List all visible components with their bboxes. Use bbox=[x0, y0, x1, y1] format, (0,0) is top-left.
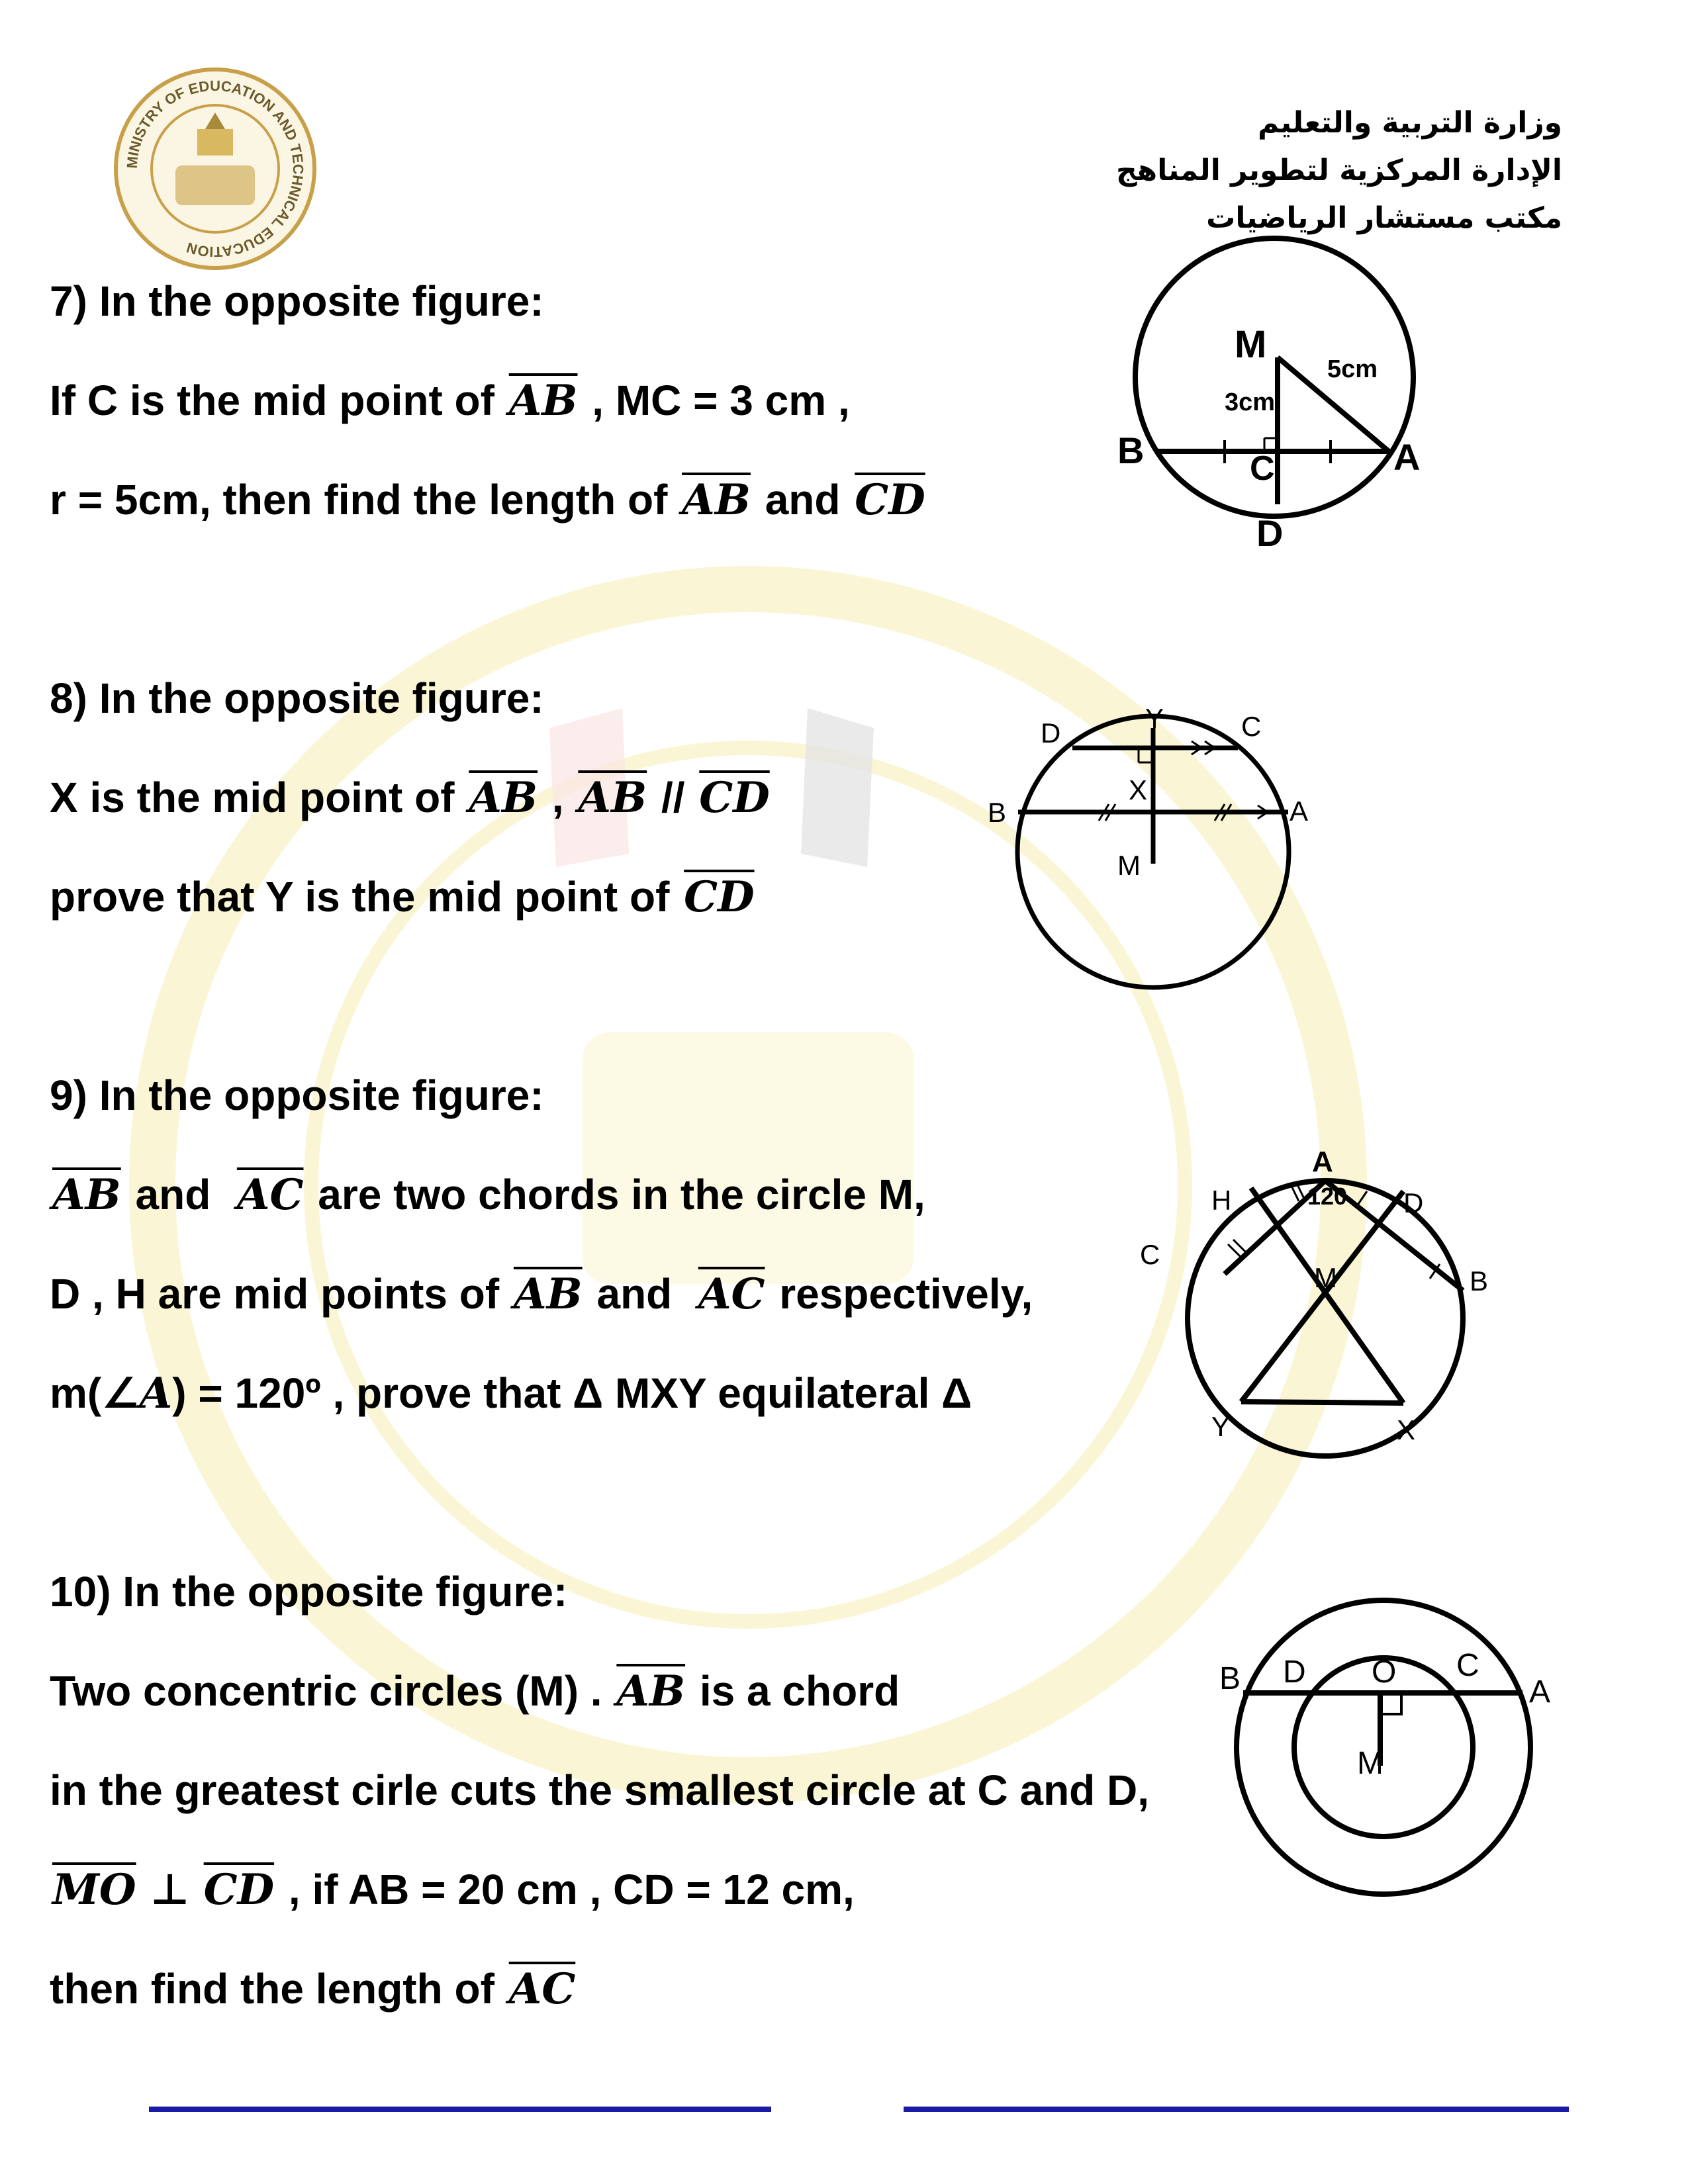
q10-figure bbox=[1205, 1588, 1575, 1893]
point-c-label: C bbox=[1241, 711, 1262, 742]
segment-mo: $\overline{MO}$ bbox=[52, 1865, 136, 1915]
q7-line2: r = 5cm, then find the length of $\overline{AB}$ and $\overline{CD}$ bbox=[50, 475, 928, 525]
q8-line1: X is the mid point of $\overline{AB}$ , $\overline{AB} // \overline{CD}$ bbox=[50, 773, 773, 823]
segment-ac: $\overline{AC}$ bbox=[236, 1170, 304, 1220]
q8-figure bbox=[980, 702, 1324, 1006]
segment-cd: $\overline{CD}$ bbox=[699, 773, 770, 823]
radius-label: 5cm bbox=[1327, 355, 1378, 383]
point-b-label: B bbox=[1117, 430, 1145, 471]
math-advisor-office: مكتب مستشار الرياضيات bbox=[1206, 201, 1562, 235]
point-m-label: M bbox=[1117, 850, 1141, 881]
segment-cd: $\overline{CD}$ bbox=[684, 872, 755, 922]
point-b-label: B bbox=[988, 797, 1007, 828]
point-x-label: X bbox=[1397, 1414, 1416, 1445]
segment-ac: $\overline{AC}$ bbox=[508, 1964, 576, 2014]
segment-ab: $\overline{AB}$ bbox=[469, 773, 538, 823]
footer-line-left bbox=[149, 2107, 771, 2112]
point-c-label: C bbox=[1140, 1239, 1160, 1270]
point-y-label: Y bbox=[1211, 1411, 1231, 1442]
segment-ab: $\overline{AB}$ bbox=[513, 1269, 583, 1319]
q9-line1: $\overline{AB}$ and $\overline{AC}$ are two chords in the circle M, bbox=[50, 1170, 925, 1220]
central-administration: الإدارة المركزية لتطوير المناهج bbox=[1115, 154, 1562, 187]
q10-line1: Two concentric circles (M) . $\overline{AB}$ is a chord bbox=[50, 1666, 900, 1716]
point-c-label: C bbox=[1456, 1648, 1479, 1683]
q7-figure bbox=[1099, 245, 1470, 563]
point-y-label: Y bbox=[1145, 703, 1164, 734]
ministry-logo bbox=[113, 66, 318, 271]
q9-title: 9) In the opposite figure: bbox=[50, 1071, 544, 1119]
point-d-label: D bbox=[1256, 512, 1284, 554]
q10-line2: in the greatest cirle cuts the smallest circle at C and D, bbox=[50, 1766, 1150, 1814]
logo-ring-text: MINISTRY OF EDUCATION AND TECHNICAL EDUCATION bbox=[123, 77, 307, 261]
q8-line2: prove that Y is the mid point of $\overline{CD}$ bbox=[50, 872, 757, 922]
q8-title: 8) In the opposite figure: bbox=[50, 674, 544, 722]
segment-ab: $\overline{AB}$ bbox=[578, 773, 647, 823]
point-h-label: H bbox=[1211, 1185, 1232, 1216]
point-a-label: A bbox=[1312, 1146, 1333, 1178]
q9-figure bbox=[1125, 1105, 1523, 1449]
q10-title: 10) In the opposite figure: bbox=[50, 1568, 568, 1615]
point-c-label: C bbox=[1250, 449, 1275, 488]
point-x-label: X bbox=[1129, 774, 1148, 805]
angle-vertex-a: A bbox=[139, 1369, 173, 1418]
q9-line2: D , H are mid points of $\overline{AB}$ and $\overline{AC}$ respectively, bbox=[50, 1269, 1033, 1319]
segment-ab: $\overline{AB}$ bbox=[682, 475, 751, 525]
point-a-label: A bbox=[1529, 1674, 1551, 1709]
segment-ac: $\overline{AC}$ bbox=[698, 1269, 765, 1319]
point-d-label: D bbox=[1403, 1187, 1424, 1218]
point-a-label: A bbox=[1393, 436, 1421, 478]
angle-120-label: 120 bbox=[1307, 1183, 1348, 1210]
segment-ab: $\overline{AB}$ bbox=[508, 376, 578, 426]
point-a-label: A bbox=[1289, 796, 1309, 827]
point-d-label: D bbox=[1283, 1655, 1306, 1690]
point-d-label: D bbox=[1041, 717, 1061, 749]
segment-cd: $\overline{CD}$ bbox=[855, 475, 925, 525]
q9-line3: m(∠A) = 120º , prove that Δ MXY equilateral Δ bbox=[50, 1369, 972, 1418]
point-m-label: M bbox=[1235, 323, 1267, 366]
ministry-header bbox=[966, 99, 1562, 242]
segment-ab: $\overline{AB}$ bbox=[616, 1666, 686, 1716]
point-b-label: B bbox=[1470, 1265, 1489, 1297]
point-m-label: M bbox=[1357, 1746, 1383, 1781]
mc-label: 3cm bbox=[1225, 388, 1276, 416]
q7-title: 7) In the opposite figure: bbox=[50, 277, 544, 325]
segment-cd: $\overline{CD}$ bbox=[203, 1865, 275, 1915]
q7-line1: If C is the mid point of $\overline{AB}$ , MC = 3 cm , bbox=[50, 376, 850, 426]
q10-line4: then find the length of $\overline{AC}$ bbox=[50, 1964, 578, 2014]
segment-ab: $\overline{AB}$ bbox=[52, 1170, 121, 1220]
point-o-label: O bbox=[1372, 1655, 1397, 1690]
ministry-name: وزارة التربية والتعليم bbox=[1258, 106, 1562, 140]
footer-line-right bbox=[904, 2107, 1569, 2112]
point-b-label: B bbox=[1219, 1661, 1241, 1696]
point-m-label: M bbox=[1314, 1262, 1337, 1293]
q10-line3: $\overline{MO}$ ⊥ $\overline{CD}$ , if AB = 20 cm , CD = 12 cm, bbox=[50, 1865, 855, 1915]
